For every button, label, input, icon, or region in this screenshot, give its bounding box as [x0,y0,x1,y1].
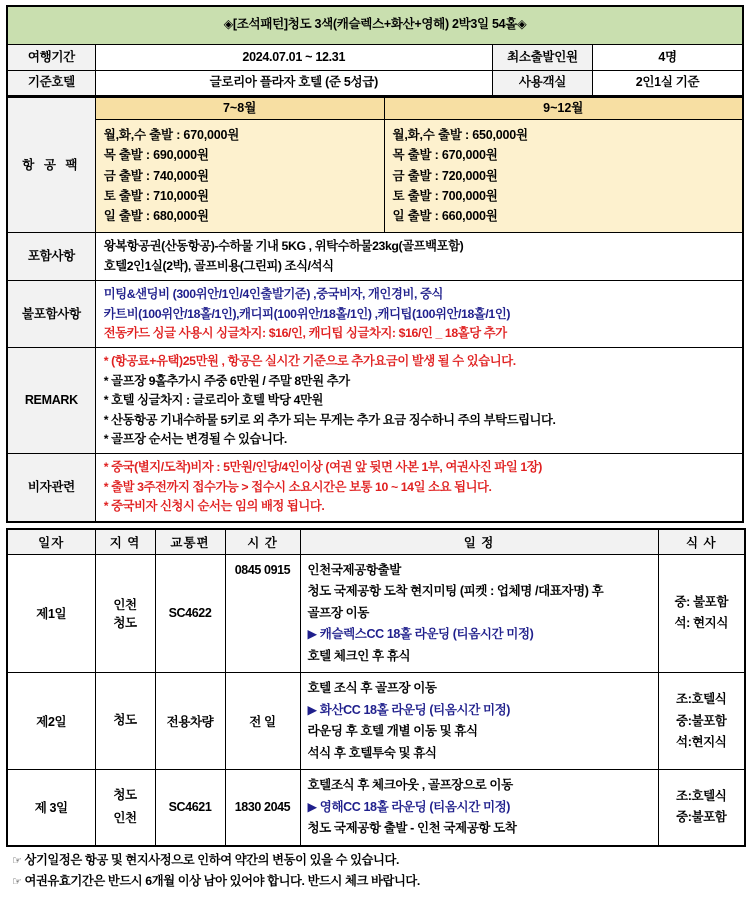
schedule-line: ▶ 영해CC 18홀 라운딩 (티옴시간 미정) [307,799,511,814]
fare-line: 목 출발 : 670,000원 [392,148,498,163]
pointing-hand-icon: ☞ [12,854,22,867]
time-cell: 1830 2045 [225,770,300,846]
day-label: 제 3일 [7,770,95,846]
day-label: 제1일 [7,554,95,673]
region-bottom: 인천 [113,811,137,826]
schedule-line: 라운딩 후 호텔 개별 이동 및 휴식 [307,724,478,739]
schedule-line: 청도 국제공항 도착 현지미팅 (피켓 : 업체명 /대표자명) 후 [307,584,604,599]
region-cell: 청도 [95,673,155,770]
meal-line: 석:현지식 [676,734,727,749]
fare-line: 일 출발 : 680,000원 [103,209,209,223]
meal-line: 조:호텔식 [676,789,727,804]
title-row [7,6,743,44]
fare-line: 토 출발 : 700,000원 [392,188,498,203]
meal-line: 중: 불포함 [674,595,729,610]
schedule-line: 청도 국제공항 출발 - 인천 국제공항 도착 [307,821,517,836]
fare-line [393,125,736,226]
meals-cell [658,554,745,673]
region-cell [95,554,155,673]
excluded-label: 불포함사항 [7,281,95,348]
summary-table [6,5,744,97]
transport-cell: SC4622 [155,554,225,673]
col-header-transport: 교통편 [155,529,225,555]
remark-row [7,348,743,454]
included-lines [104,237,736,276]
meal-line: 중:불포함 [676,713,727,728]
page-title: ◈[조석패턴]청도 3색(캐슬렉스+화산+영해) 2박3일 54홀◈ [7,6,743,44]
transport-cell: SC4621 [155,770,225,846]
footnote-item [12,871,744,892]
season-2-fares [384,120,743,233]
itinerary-row [7,673,745,770]
schedule-cell [300,770,658,846]
footnotes [6,850,744,892]
footnote-text: 상기일정은 항공 및 현지사정으로 인하여 약간의 변동이 있을 수 있습니다. [24,852,399,867]
fare-line [104,125,378,226]
schedule-cell [300,673,658,770]
meals-cell [658,673,745,770]
schedule-line: 호텔 체크인 후 휴식 [307,648,411,663]
schedule-line: 석식 후 호텔투숙 및 휴식 [307,745,437,760]
airfare-header-row [7,98,743,120]
day-label: 제2일 [7,673,95,770]
text-line: 전동카드 싱글 사용시 싱글차지: $16/인, 캐디팁 싱글차지: $16/인 _ 18홀당 추가 [103,325,507,340]
text-line: * 산동항공 기내수하물 5키로 외 추가 되는 무게는 추가 요금 징수하니 주의 부탁드립니다. [103,412,556,427]
text-line: * 골프장 순서는 변경될 수 있습니다. [103,432,287,447]
region-top: 청도 [113,787,137,802]
remark-content [95,348,743,454]
col-header-schedule: 일 정 [300,529,658,555]
fare-line: 토 출발 : 710,000원 [103,188,209,203]
schedule-line: 골프장 이동 [307,605,369,620]
col-header-time: 시 간 [225,529,300,555]
min-pax-label: 최소출발인원 [492,44,592,70]
remark-lines [104,352,736,449]
hotel-row [7,70,743,96]
itinerary-body [7,554,745,846]
transport-cell: 전용차량 [155,673,225,770]
excluded-lines [104,285,736,343]
fare-line: 금 출발 : 740,000원 [103,168,209,183]
season-2-header: 9~12월 [384,98,743,120]
fare-line: 월,화,수 출발 : 670,000원 [103,128,240,142]
meal-line: 중:불포함 [676,810,727,825]
hotel-value: 글로리아 플라자 호텔 (준 5성급) [95,70,492,96]
included-row [7,233,743,281]
text-line: 미팅&샌딩비 (300위안/1인/4인출발기준) ,중국비자, 개인경비, 중식 [103,287,443,302]
text-line: * 출발 3주전까지 접수가능 > 접수시 소요시간은 보통 10 ~ 14일 소요 됩니다. [103,479,492,494]
visa-row [7,454,743,522]
meal-line: 조:호텔식 [676,692,727,707]
fare-line: 월,화,수 출발 : 650,000원 [392,128,528,142]
region-top: 인천 [113,598,137,613]
season-1-fares [95,120,384,233]
period-value: 2024.07.01 ~ 12.31 [95,44,492,70]
text-line: * 중국비자 신청시 순서는 임의 배정 됩니다. [103,499,325,514]
time-cell: 전 일 [225,673,300,770]
region-cell [95,770,155,846]
visa-label: 비자관련 [7,454,95,522]
text-line: * 중국(별지/도착)비자 : 5만원/인당/4인이상 (여권 앞 뒷면 사본 1부, 여권사진 파일 1장) [103,460,542,475]
hotel-label: 기준호텔 [7,70,95,96]
visa-lines [104,458,736,516]
footnote-text: 여권유효기간은 반드시 6개월 이상 남아 있어야 합니다. 반드시 체크 바랍니다. [24,873,420,888]
remark-label: REMARK [7,348,95,454]
schedule-cell [300,554,658,673]
fare-line: 목 출발 : 690,000원 [103,148,209,163]
included-label: 포함사항 [7,233,95,281]
excluded-row [7,281,743,348]
text-line: * 호텔 싱글차지 : 글로리아 호텔 박당 4만원 [103,393,324,408]
text-line: * (항공료+유택)25만원 , 항공은 실시간 기준으로 추가요금이 발생 될 수 있습니다. [103,354,516,369]
col-header-day: 일자 [7,529,95,555]
detail-table [6,97,744,523]
room-value: 2인1실 기준 [593,70,743,96]
schedule-line: ▶ 화산CC 18홀 라운딩 (티옴시간 미정) [307,702,511,717]
text-line: 왕복항공권(산동항공)-수하물 기내 5KG , 위탁수하물23kg(골프백포함) [103,239,464,254]
visa-content [95,454,743,522]
period-row [7,44,743,70]
col-header-meals: 식 사 [658,529,745,555]
region-bottom: 청도 [113,616,137,631]
text-line: 호텔2인1실(2박), 골프비용(그린피) 조식/석식 [103,258,334,273]
pointing-hand-icon: ☞ [12,875,22,888]
itinerary-table [6,528,746,847]
time-cell: 0845 0915 [225,554,300,673]
period-label: 여행기간 [7,44,95,70]
schedule-line: 인천국제공항출발 [307,562,401,577]
text-line: 카트비(100위안/18홀/1인),캐디피(100위안/18홀/1인) ,캐디팁(100위안/18홀/1인) [103,306,511,321]
schedule-line: 호텔 조식 후 골프장 이동 [307,681,437,696]
itinerary-row [7,554,745,673]
col-header-region: 지 역 [95,529,155,555]
meals-cell [658,770,745,846]
itinerary-header-row [7,529,745,555]
schedule-line: ▶ 캐슬렉스CC 18홀 라운딩 (티옴시간 미정) [307,627,534,642]
schedule-line: 호텔조식 후 체크아웃 , 골프장으로 이동 [307,778,513,793]
footnote-item [12,850,744,871]
itinerary-row [7,770,745,846]
text-line: * 골프장 9홀추가시 주중 6만원 / 주말 8만원 추가 [103,373,350,388]
min-pax-value: 4명 [593,44,743,70]
season-1-header: 7~8월 [95,98,384,120]
airfare-label: 항 공 팩 [7,98,95,233]
fare-line: 일 출발 : 660,000원 [392,209,498,223]
meal-line: 석: 현지식 [674,616,729,631]
room-label: 사용객실 [492,70,592,96]
airfare-body-row [7,120,743,233]
included-content [95,233,743,281]
excluded-content [95,281,743,348]
fare-line: 금 출발 : 720,000원 [392,168,498,183]
